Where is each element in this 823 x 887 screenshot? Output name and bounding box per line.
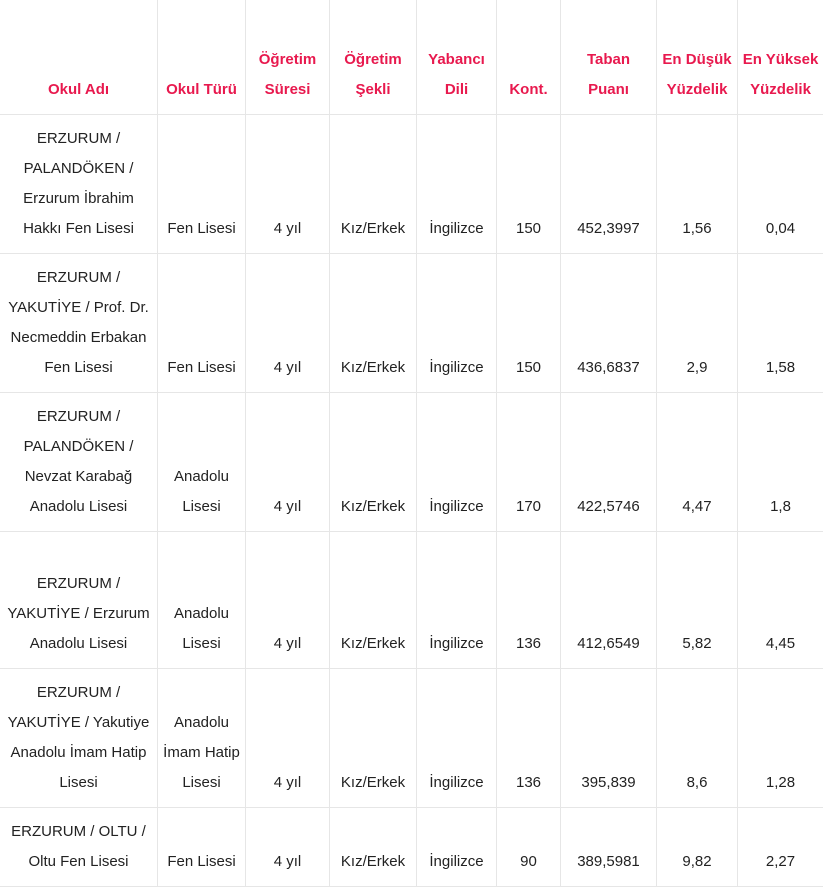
cell-en-yuksek-yuzdelik: 1,58 — [738, 253, 823, 392]
cell-ogretim-suresi: 4 yıl — [246, 392, 330, 531]
table-row — [0, 531, 823, 668]
cell-ogretim-suresi: 4 yıl — [246, 531, 330, 668]
cell-en-dusuk-yuzdelik: 4,47 — [657, 392, 738, 531]
table-header — [0, 0, 823, 114]
cell-en-dusuk-yuzdelik: 2,9 — [657, 253, 738, 392]
cell-en-dusuk-yuzdelik: 5,82 — [657, 531, 738, 668]
cell-ogretim-sekli: Kız/Erkek — [330, 807, 417, 886]
cell-kont: 150 — [497, 253, 561, 392]
header-ogretim-suresi[interactable]: Öğretim Süresi — [246, 0, 330, 114]
cell-en-yuksek-yuzdelik: 1,28 — [738, 668, 823, 807]
cell-taban-puani: 389,5981 — [561, 807, 657, 886]
cell-taban-puani: 436,6837 — [561, 253, 657, 392]
header-taban-puani[interactable]: Taban Puanı — [561, 0, 657, 114]
cell-kont: 90 — [497, 807, 561, 886]
table-row — [0, 807, 823, 886]
cell-taban-puani: 422,5746 — [561, 392, 657, 531]
header-kont[interactable]: Kont. — [497, 0, 561, 114]
table-row — [0, 114, 823, 253]
cell-ogretim-sekli: Kız/Erkek — [330, 253, 417, 392]
cell-taban-puani: 412,6549 — [561, 531, 657, 668]
cell-okul-turu: Fen Lisesi — [158, 807, 246, 886]
cell-okul-turu: Fen Lisesi — [158, 114, 246, 253]
header-en-yuksek-yuzdelik[interactable]: En Yüksek Yüzdelik — [738, 0, 823, 114]
cell-ogretim-suresi: 4 yıl — [246, 114, 330, 253]
cell-en-dusuk-yuzdelik: 9,82 — [657, 807, 738, 886]
cell-en-dusuk-yuzdelik: 1,56 — [657, 114, 738, 253]
cell-kont: 170 — [497, 392, 561, 531]
cell-yabanci-dili: İngilizce — [417, 807, 497, 886]
cell-okul-adi: ERZURUM / YAKUTİYE / Erzurum Anadolu Lisesi — [0, 531, 158, 668]
cell-okul-turu: Anadolu İmam Hatip Lisesi — [158, 668, 246, 807]
cell-en-yuksek-yuzdelik: 0,04 — [738, 114, 823, 253]
header-ogretim-sekli[interactable]: Öğretim Şekli — [330, 0, 417, 114]
cell-yabanci-dili: İngilizce — [417, 253, 497, 392]
cell-kont: 136 — [497, 668, 561, 807]
cell-ogretim-sekli: Kız/Erkek — [330, 114, 417, 253]
cell-taban-puani: 395,839 — [561, 668, 657, 807]
header-okul-turu[interactable]: Okul Türü — [158, 0, 246, 114]
table-row — [0, 392, 823, 531]
cell-ogretim-suresi: 4 yıl — [246, 668, 330, 807]
cell-ogretim-sekli: Kız/Erkek — [330, 392, 417, 531]
header-yabanci-dili[interactable]: Yabancı Dili — [417, 0, 497, 114]
cell-yabanci-dili: İngilizce — [417, 531, 497, 668]
cell-yabanci-dili: İngilizce — [417, 668, 497, 807]
cell-okul-adi: ERZURUM / YAKUTİYE / Prof. Dr. Necmeddin Erbakan Fen Lisesi — [0, 253, 158, 392]
cell-okul-adi: ERZURUM / PALANDÖKEN / Erzurum İbrahim Hakkı Fen Lisesi — [0, 114, 158, 253]
cell-kont: 150 — [497, 114, 561, 253]
cell-okul-adi: ERZURUM / OLTU / Oltu Fen Lisesi — [0, 807, 158, 886]
header-row — [0, 0, 823, 114]
cell-okul-adi: ERZURUM / YAKUTİYE / Yakutiye Anadolu İmam Hatip Lisesi — [0, 668, 158, 807]
cell-en-yuksek-yuzdelik: 1,8 — [738, 392, 823, 531]
table-row — [0, 253, 823, 392]
table-row — [0, 668, 823, 807]
cell-okul-turu: Fen Lisesi — [158, 253, 246, 392]
cell-yabanci-dili: İngilizce — [417, 392, 497, 531]
cell-okul-turu: Anadolu Lisesi — [158, 531, 246, 668]
cell-yabanci-dili: İngilizce — [417, 114, 497, 253]
cell-kont: 136 — [497, 531, 561, 668]
header-okul-adi[interactable]: Okul Adı — [0, 0, 158, 114]
cell-taban-puani: 452,3997 — [561, 114, 657, 253]
table-body — [0, 114, 823, 886]
cell-okul-adi: ERZURUM / PALANDÖKEN / Nevzat Karabağ Anadolu Lisesi — [0, 392, 158, 531]
header-en-dusuk-yuzdelik[interactable]: En Düşük Yüzdelik — [657, 0, 738, 114]
cell-en-dusuk-yuzdelik: 8,6 — [657, 668, 738, 807]
cell-en-yuksek-yuzdelik: 4,45 — [738, 531, 823, 668]
cell-ogretim-suresi: 4 yıl — [246, 253, 330, 392]
cell-ogretim-suresi: 4 yıl — [246, 807, 330, 886]
cell-okul-turu: Anadolu Lisesi — [158, 392, 246, 531]
cell-ogretim-sekli: Kız/Erkek — [330, 668, 417, 807]
cell-en-yuksek-yuzdelik: 2,27 — [738, 807, 823, 886]
cell-ogretim-sekli: Kız/Erkek — [330, 531, 417, 668]
